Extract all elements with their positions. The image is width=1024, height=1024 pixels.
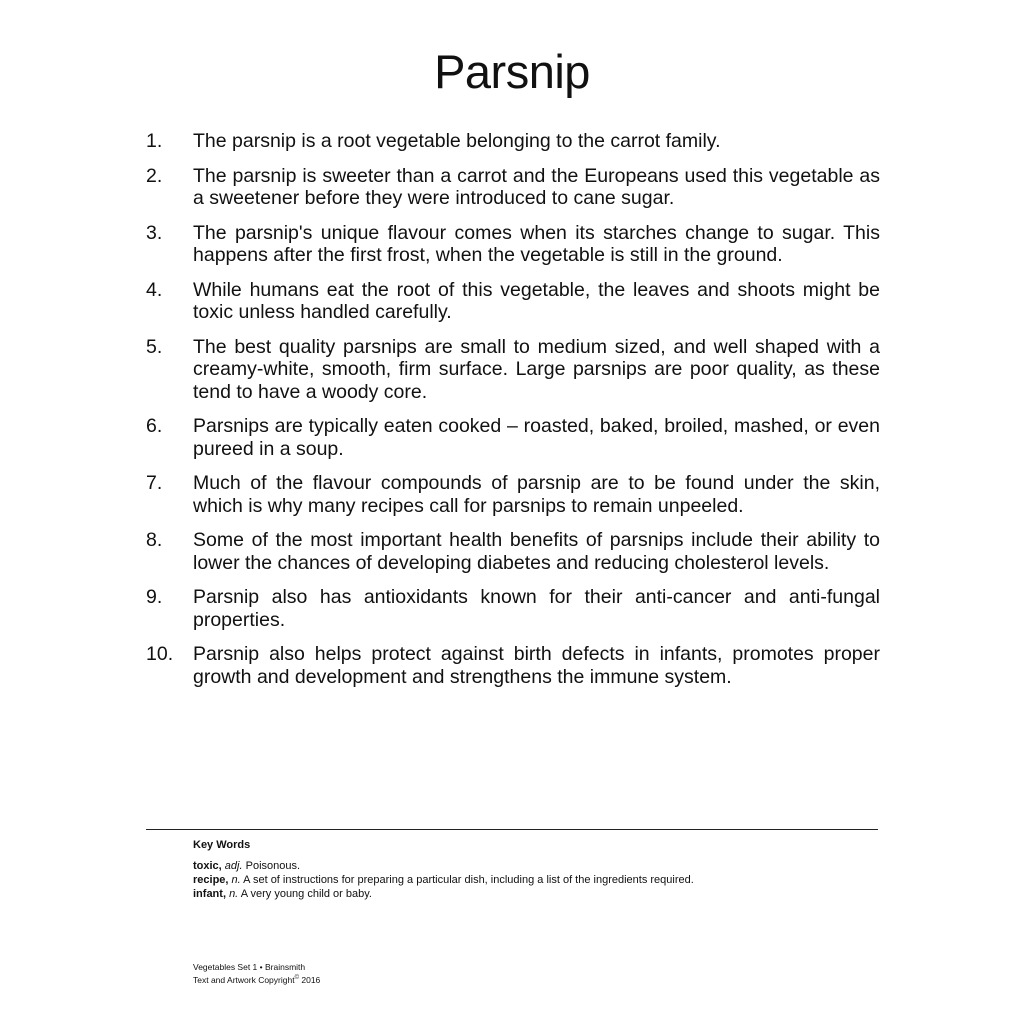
key-word-definition: A set of instructions for preparing a particular dish, including a list of the ingredients required. bbox=[243, 874, 694, 886]
list-item-text: The parsnip's unique flavour comes when its starches change to sugar. This happens after the first frost, when the vegetable is still in the ground. bbox=[193, 221, 880, 266]
list-item bbox=[146, 643, 880, 688]
key-words-section bbox=[193, 838, 893, 901]
footer-series: Vegetables Set 1 • Brainsmith bbox=[193, 962, 306, 972]
list-item-number: 5. bbox=[146, 335, 163, 358]
footer-year: 2016 bbox=[299, 974, 321, 985]
list-item-text: The parsnip is a root vegetable belonging to the carrot family. bbox=[193, 130, 721, 152]
list-item bbox=[146, 222, 880, 267]
list-item-text: The best quality parsnips are small to medium sized, and well shaped with a creamy-white, smooth, firm surface. Large parsnips are poor quality, as these tend to have a woody core. bbox=[193, 335, 880, 403]
list-item-text: Some of the most important health benefits of parsnips include their ability to lower the chances of developing diabetes and reducing cholesterol levels. bbox=[193, 529, 880, 574]
list-item bbox=[146, 415, 880, 460]
list-item-number: 9. bbox=[146, 586, 163, 608]
list-item-number: 8. bbox=[146, 529, 163, 551]
list-item bbox=[146, 165, 880, 210]
list-item-text: Parsnip also helps protect against birth defects in infants, promotes proper growth and development and strengthens the immune system. bbox=[193, 643, 880, 688]
key-words-heading: Key Words bbox=[193, 839, 251, 851]
key-word-entry bbox=[193, 859, 893, 873]
key-word-part-of-speech: n. bbox=[229, 888, 239, 900]
list-item-number: 10. bbox=[146, 643, 174, 665]
list-item-text: The parsnip is sweeter than a carrot and the Europeans used this vegetable as a sweetener before they were introduced to cane sugar. bbox=[193, 164, 880, 209]
list-item bbox=[146, 472, 880, 517]
footer-copyright-text: Text and Artwork Copyright bbox=[193, 974, 295, 985]
key-word-entry bbox=[193, 887, 893, 901]
facts-list bbox=[146, 130, 880, 700]
key-word-entry bbox=[193, 873, 893, 887]
list-item bbox=[146, 529, 880, 574]
list-item-number: 3. bbox=[146, 221, 163, 244]
key-word-term: toxic, bbox=[193, 860, 222, 872]
key-word-definition: A very young child or baby. bbox=[240, 888, 372, 900]
key-word-part-of-speech: adj. bbox=[224, 860, 243, 872]
list-item-number: 1. bbox=[146, 130, 163, 152]
key-word-term: recipe, bbox=[193, 874, 229, 886]
list-item-number: 2. bbox=[146, 164, 163, 187]
list-item-text: While humans eat the root of this vegetable, the leaves and shoots might be toxic unless handled carefully. bbox=[193, 278, 880, 323]
list-item-number: 4. bbox=[146, 278, 163, 301]
footer bbox=[193, 962, 320, 986]
divider bbox=[146, 829, 878, 830]
list-item-number: 7. bbox=[146, 472, 163, 494]
key-word-term: infant, bbox=[193, 888, 226, 900]
key-word-definition: Poisonous. bbox=[245, 860, 301, 872]
page-title: Parsnip bbox=[434, 45, 590, 98]
list-item bbox=[146, 586, 880, 631]
list-item bbox=[146, 130, 880, 153]
list-item-number: 6. bbox=[146, 415, 163, 437]
list-item-text: Parsnip also has antioxidants known for their anti-cancer and anti-fungal properties. bbox=[193, 586, 880, 631]
list-item-text: Parsnips are typically eaten cooked – roasted, baked, broiled, mashed, or even pureed in a soup. bbox=[193, 415, 880, 460]
copyright-mark: © bbox=[294, 975, 299, 981]
key-word-part-of-speech: n. bbox=[231, 874, 241, 886]
footer-copyright bbox=[193, 973, 320, 986]
list-item bbox=[146, 336, 880, 404]
list-item bbox=[146, 279, 880, 324]
list-item-text: Much of the flavour compounds of parsnip are to be found under the skin, which is why many recipes call for parsnips to remain unpeeled. bbox=[193, 472, 880, 517]
